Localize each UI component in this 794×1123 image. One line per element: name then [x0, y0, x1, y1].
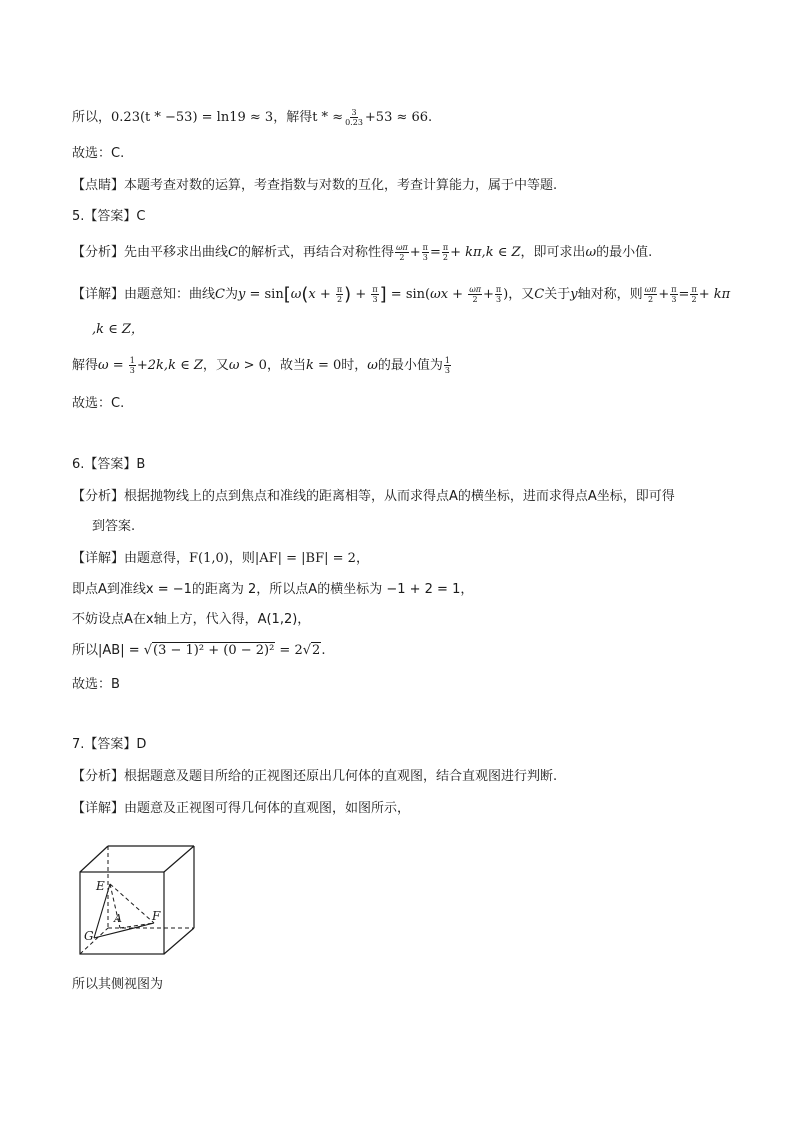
q6-line3: 不妨设点A在x轴上方，代入得，A(1,2)，	[72, 612, 311, 627]
label-F: F	[152, 909, 161, 923]
label-A: A	[114, 912, 122, 925]
q4-solution-line: 所以，0.23(t * −53) = ln19 ≈ 3，解得t * ≈ $\frac{3}{0.23}$ +53 ≈ 66.	[72, 108, 433, 127]
fraction: $\frac{3}{0.23}$	[345, 108, 363, 127]
q7-detail: 【详解】由题意及正视图可得几何体的直观图，如图所示，	[72, 801, 411, 816]
q6-analysis-line2: 到答案.	[92, 519, 136, 534]
q6-line2: 即点A到准线x = −1的距离为 2，所以点A的横坐标为 −1 + 2 = 1，	[72, 582, 474, 597]
q4-comment: 【点睛】本题考查对数的运算，考查指数与对数的互化，考查计算能力，属于中等题.	[72, 178, 558, 193]
q5-analysis: 【分析】先由平移求出曲线C的解析式，再结合对称性得 $\frac{\omega\pi}{2}$ + $\frac{\pi}{3}$ = $\frac{\pi}{2}$ + kπ,k ∈ Z，即可求出ω的最小值.	[72, 243, 653, 262]
q7-caption: 所以其侧视图为	[72, 977, 164, 992]
label-E: E	[96, 879, 105, 893]
q5-solve: 解得ω = $\frac{1}{3}$ +2k,k ∈ Z，又ω > 0，故当k = 0时，ω的最小值为 $\frac{1}{3}$	[72, 356, 451, 375]
q6-detail: 【详解】由题意得，F(1,0)，则|AF| = |BF| = 2，	[72, 551, 369, 566]
q6-analysis-line1: 【分析】根据抛物线上的点到焦点和准线的距离相等，从而求得点A的横坐标，进而求得点A坐标，即可得	[72, 489, 675, 504]
q7-analysis: 【分析】根据题意及题目所给的正视图还原出几何体的直观图，结合直观图进行判断.	[72, 769, 558, 784]
q7-answer: 7.【答案】D	[72, 737, 147, 752]
q5-choice: 故选：C.	[72, 396, 125, 411]
q4-choice: 故选：C.	[72, 146, 125, 161]
q6-line4: 所以|AB| = √(3 − 1)² + (0 − 2)² = 2√2.	[72, 643, 326, 658]
cube-figure	[72, 838, 212, 958]
q5-detail: 【详解】由题意知：曲线C为y = sin[ω(x + $\frac{\pi}{2}$ ) + $\frac{\pi}{3}$ ] = sin(ωx + $\frac{\omega\pi}{2}$ + $\frac{\pi}{3}$ )，又C关于y轴对称，则 $\frac{\omega\pi}{2}$ + $\frac{\pi}{3}$ = $\frac{\pi}{2}$ + kπ	[72, 284, 731, 305]
q6-choice: 故选：B	[72, 677, 120, 692]
label-G: G	[84, 929, 94, 943]
q5-detail-cont: ,k ∈ Z，	[92, 322, 144, 337]
q5-answer: 5.【答案】C	[72, 209, 146, 224]
q6-answer: 6.【答案】B	[72, 457, 146, 472]
